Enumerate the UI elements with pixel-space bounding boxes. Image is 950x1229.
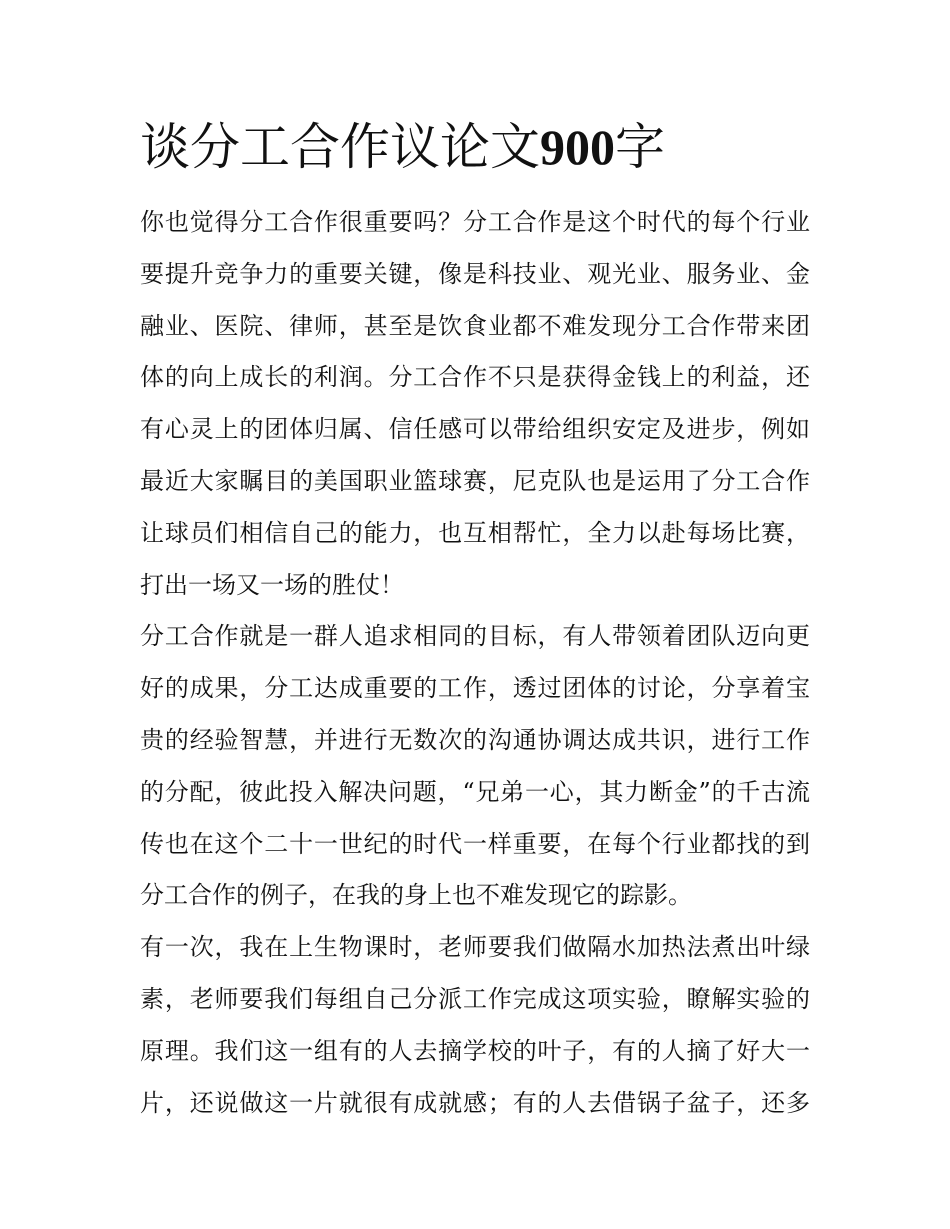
title-text: 谈分工合作议论文 bbox=[140, 118, 540, 176]
body-line: 最近大家瞩目的美国职业篮球赛，尼克队也是运用了分工合作 bbox=[140, 466, 810, 495]
document-body bbox=[140, 197, 820, 1129]
body-line: 分工合作就是一群人追求相同的目标，有人带领着团队迈向更 bbox=[140, 622, 810, 651]
body-line: 要提升竞争力的重要关键，像是科技业、观光业、服务业、金 bbox=[140, 259, 810, 288]
body-line: 你也觉得分工合作很重要吗？分工合作是这个时代的每个行业 bbox=[140, 208, 810, 236]
body-line: 原理。我们这一组有的人去摘学校的叶子，有的人摘了好大一 bbox=[140, 1036, 810, 1065]
body-line: 体的向上成长的利润。分工合作不只是获得金钱上的利益，还 bbox=[140, 363, 810, 392]
body-line: 贵的经验智慧，并进行无数次的沟通协调达成共识，进行工作 bbox=[140, 725, 810, 754]
body-line: 有一次，我在上生物课时，老师要我们做隔水加热法煮出叶绿 bbox=[140, 933, 810, 962]
body-line: 的分配，彼此投入解决问题，“兄弟一心，其力断金”的千古流 bbox=[140, 777, 810, 806]
body-line: 让球员们相信自己的能力，也互相帮忙，全力以赴每场比赛， bbox=[140, 518, 810, 547]
body-line: 有心灵上的团体归属、信任感可以带给组织安定及进步，例如 bbox=[140, 415, 810, 444]
body-line: 传也在这个二十一世纪的时代一样重要，在每个行业都找的到 bbox=[140, 829, 810, 858]
title-number: 900 bbox=[540, 119, 615, 175]
body-line: 分工合作的例子，在我的身上也不难发现它的踪影。 bbox=[140, 881, 692, 910]
document-title bbox=[140, 112, 665, 182]
body-line: 素，老师要我们每组自己分派工作完成这项实验，瞭解实验的 bbox=[140, 984, 810, 1013]
body-line: 片，还说做这一片就很有成就感；有的人去借锅子盆子，还多 bbox=[140, 1088, 810, 1117]
body-line: 好的成果，分工达成重要的工作，透过团体的讨论，分享着宝 bbox=[140, 674, 810, 703]
body-line: 融业、医院、律师，甚至是饮食业都不难发现分工合作带来团 bbox=[140, 311, 810, 340]
title-suffix: 字 bbox=[615, 118, 665, 176]
body-line: 打出一场又一场的胜仗！ bbox=[140, 570, 404, 599]
